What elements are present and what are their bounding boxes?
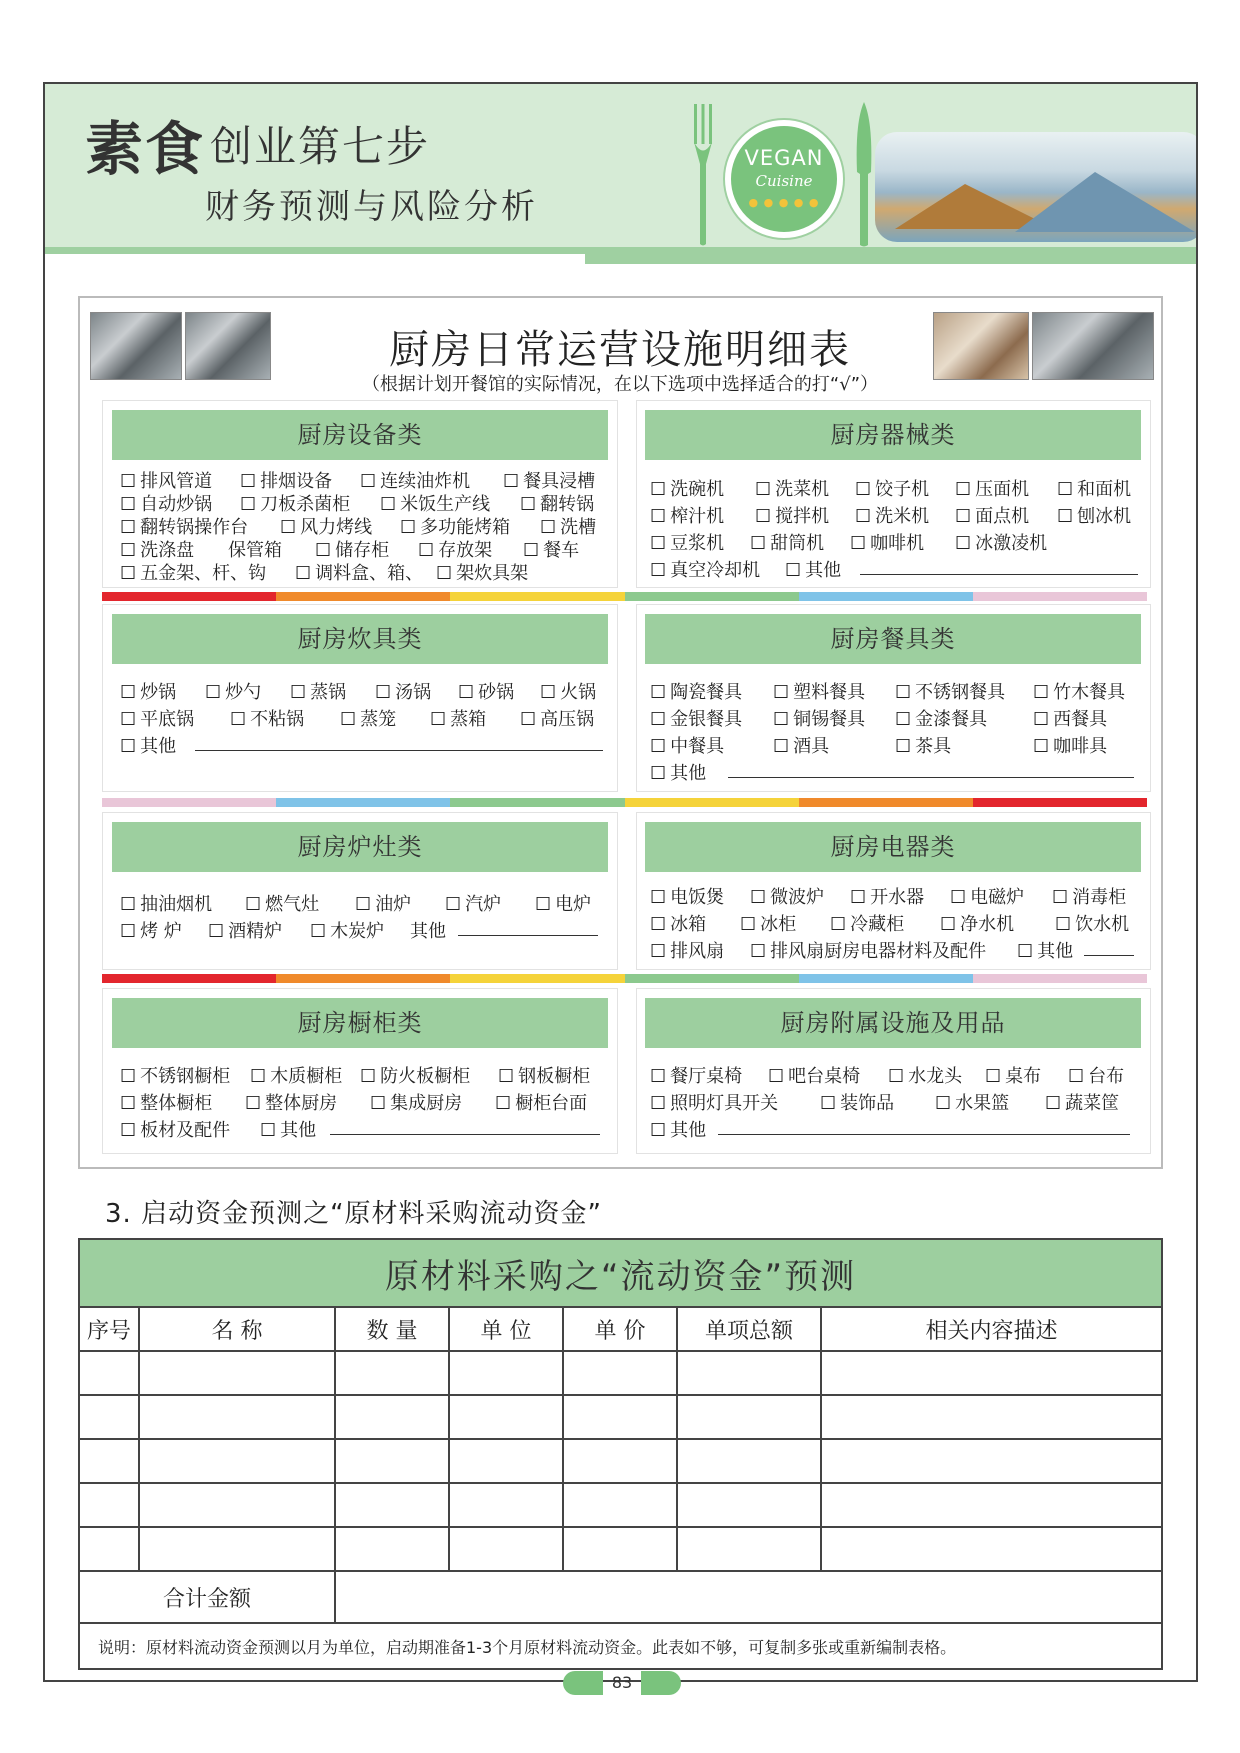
- option-dishwasher[interactable]: ☐ 洗碗机: [650, 475, 724, 501]
- option-flat-pan[interactable]: ☐ 平底锅: [120, 705, 194, 731]
- panel-kitchen-appliances-title: 厨房电器类: [645, 822, 1141, 872]
- panel-kitchen-cabinets-title: 厨房橱柜类: [112, 998, 608, 1048]
- table-row: [79, 1483, 1162, 1527]
- color-stripe-3: [102, 974, 1147, 983]
- table-cell[interactable]: [79, 1439, 139, 1483]
- table-cell[interactable]: [139, 1483, 335, 1527]
- header-cutout: [45, 254, 585, 264]
- option-wind-roaster[interactable]: ☐ 风力烤线: [280, 513, 372, 539]
- option-soup-pot[interactable]: ☐ 汤锅: [375, 678, 431, 704]
- col-header-no: 序号: [79, 1307, 139, 1351]
- option-ice-shaver[interactable]: ☐ 刨冰机: [1057, 502, 1131, 528]
- panel-kitchen-cookware-title: 厨房炊具类: [112, 614, 608, 664]
- option-tea-ware[interactable]: ☐ 茶具: [895, 732, 951, 758]
- table-row: [79, 1351, 1162, 1395]
- option-dining-tables[interactable]: ☐ 餐厅桌椅: [650, 1062, 742, 1088]
- table-cell[interactable]: [821, 1483, 1162, 1527]
- table-cell[interactable]: [449, 1439, 563, 1483]
- option-multi-oven[interactable]: ☐ 多功能烤箱: [400, 513, 510, 539]
- option-range-hood[interactable]: ☐ 抽油烟机: [120, 890, 212, 916]
- option-nonstick-pan[interactable]: ☐ 不粘锅: [230, 705, 304, 731]
- option-auto-wok[interactable]: ☐ 自动炒锅: [120, 490, 212, 516]
- option-storage-cabinet[interactable]: ☐ 储存柜: [315, 536, 389, 562]
- table-cell[interactable]: [449, 1483, 563, 1527]
- color-stripe-2: [102, 798, 1147, 807]
- table-cell[interactable]: [79, 1351, 139, 1395]
- table-cell[interactable]: [563, 1439, 677, 1483]
- option-copper-tin-ware[interactable]: ☐ 铜锡餐具: [773, 705, 865, 731]
- option-cookware-other[interactable]: ☐ 其他: [120, 732, 176, 758]
- option-steel-ware[interactable]: ☐ 不锈钢餐具: [895, 678, 1005, 704]
- header-title-rest: 创业第七步: [210, 122, 431, 171]
- table-row: [79, 1395, 1162, 1439]
- mountain-landscape-image: [875, 132, 1196, 242]
- option-fridge[interactable]: ☐ 冰箱: [650, 910, 706, 936]
- page-number: 83: [611, 1673, 633, 1692]
- table-cell[interactable]: [563, 1351, 677, 1395]
- option-boards-fittings[interactable]: ☐ 板材及配件: [120, 1116, 230, 1142]
- option-alcohol-stove[interactable]: ☐ 酒精炉: [208, 917, 282, 943]
- option-gas-stove[interactable]: ☐ 燃气灶: [245, 890, 319, 916]
- cabinets-other-blank[interactable]: [330, 1134, 600, 1135]
- kitchen-photo-4: [1032, 312, 1154, 380]
- option-smoke-exhaust[interactable]: ☐ 排烟设备: [240, 467, 332, 493]
- option-dumpling-machine[interactable]: ☐ 饺子机: [855, 475, 929, 501]
- table-cell[interactable]: [139, 1527, 335, 1571]
- fork-icon: [693, 104, 713, 246]
- option-wood-cabinet[interactable]: ☐ 木质橱柜: [250, 1062, 342, 1088]
- option-lacquer-ware[interactable]: ☐ 金漆餐具: [895, 705, 987, 731]
- table-cell[interactable]: [335, 1527, 449, 1571]
- table-cell[interactable]: [677, 1483, 821, 1527]
- option-continuous-fryer[interactable]: ☐ 连续油炸机: [360, 467, 470, 493]
- option-electric-stove[interactable]: ☐ 电炉: [535, 890, 591, 916]
- table-cell[interactable]: [335, 1351, 449, 1395]
- option-bamboo-ware[interactable]: ☐ 竹木餐具: [1033, 678, 1125, 704]
- option-countertop[interactable]: ☐ 橱柜台面: [495, 1089, 587, 1115]
- option-sterilizing-cabinet[interactable]: ☐ 消毒柜: [1052, 883, 1126, 909]
- panel-kitchen-equipment-title: 厨房设备类: [112, 410, 608, 460]
- option-wash-tray[interactable]: ☐ 洗涤盘: [120, 536, 194, 562]
- logo-cuisine-text: Cuisine: [755, 172, 813, 190]
- option-steamer-basket[interactable]: ☐ 蒸笼: [340, 705, 396, 731]
- option-charcoal-stove[interactable]: ☐ 木炭炉: [310, 917, 384, 943]
- option-rack[interactable]: ☐ 存放架: [418, 536, 492, 562]
- kitchen-photo-1: [90, 312, 182, 380]
- table-cell[interactable]: [449, 1395, 563, 1439]
- table-cell[interactable]: [563, 1395, 677, 1439]
- option-oil-stove[interactable]: ☐ 油炉: [355, 890, 411, 916]
- option-veg-basket[interactable]: ☐ 蔬菜筐: [1045, 1089, 1119, 1115]
- option-tilting-pan-bench[interactable]: ☐ 翻转锅操作台: [120, 513, 248, 539]
- table-cell[interactable]: [139, 1439, 335, 1483]
- table-cell[interactable]: [449, 1351, 563, 1395]
- option-steamer-pot[interactable]: ☐ 蒸锅: [290, 678, 346, 704]
- option-blender[interactable]: ☐ 搅拌机: [755, 502, 829, 528]
- stoves-other-blank[interactable]: [458, 935, 598, 936]
- option-tableware-other[interactable]: ☐ 其他: [650, 759, 706, 785]
- option-hardware-rack[interactable]: ☐ 五金架、杆、钩: [120, 559, 266, 585]
- tableware-other-blank[interactable]: [728, 777, 1134, 778]
- panel-kitchen-tableware-title: 厨房餐具类: [645, 614, 1141, 664]
- table-cell[interactable]: [79, 1483, 139, 1527]
- table-cell[interactable]: [821, 1527, 1162, 1571]
- table-cell[interactable]: [677, 1439, 821, 1483]
- option-juicer[interactable]: ☐ 榨汁机: [650, 502, 724, 528]
- option-stoves-other[interactable]: 其他: [410, 921, 446, 942]
- option-freezer[interactable]: ☐ 冰柜: [740, 910, 796, 936]
- color-stripe-1: [102, 592, 1147, 601]
- col-header-price: 单 价: [563, 1307, 677, 1351]
- option-soymilk-machine[interactable]: ☐ 豆浆机: [650, 529, 724, 555]
- option-dining-cart[interactable]: ☐ 餐车: [523, 536, 579, 562]
- table-row: [79, 1527, 1162, 1571]
- total-row: [79, 1571, 1162, 1623]
- table-cell[interactable]: [821, 1351, 1162, 1395]
- option-chiller-cabinet[interactable]: ☐ 冷藏柜: [830, 910, 904, 936]
- option-coffee-machine[interactable]: ☐ 咖啡机: [850, 529, 924, 555]
- option-ice-cream-machine[interactable]: ☐ 冰激凌机: [955, 529, 1047, 555]
- option-machinery-other[interactable]: ☐ 其他: [785, 556, 841, 582]
- option-western-ware[interactable]: ☐ 西餐具: [1033, 705, 1107, 731]
- working-capital-table-title: 原材料采购之“流动资金”预测: [79, 1239, 1162, 1307]
- table-cell[interactable]: [677, 1395, 821, 1439]
- col-header-unit: 单 位: [449, 1307, 563, 1351]
- header-subtitle: 财务预测与风险分析: [205, 187, 538, 227]
- vegan-cuisine-logo: [725, 120, 843, 238]
- option-modular-kitchen[interactable]: ☐ 集成厨房: [370, 1089, 462, 1115]
- option-gold-silver-ware[interactable]: ☐ 金银餐具: [650, 705, 742, 731]
- table-cell[interactable]: [139, 1351, 335, 1395]
- table-cell[interactable]: [335, 1395, 449, 1439]
- cookware-other-blank[interactable]: [195, 750, 603, 751]
- table-cell[interactable]: [335, 1483, 449, 1527]
- option-wok-ladle[interactable]: ☐ 炒勺: [205, 678, 261, 704]
- col-header-subtotal: 单项总额: [677, 1307, 821, 1351]
- option-vacuum-cooler[interactable]: ☐ 真空冷却机: [650, 556, 760, 582]
- working-capital-table: [78, 1238, 1163, 1670]
- option-steel-cabinet[interactable]: ☐ 不锈钢橱柜: [120, 1062, 230, 1088]
- option-dish-soak-tank[interactable]: ☐ 餐具浸槽: [503, 467, 595, 493]
- table-cell[interactable]: [677, 1527, 821, 1571]
- option-dough-mixer[interactable]: ☐ 和面机: [1057, 475, 1131, 501]
- col-header-name: 名 称: [139, 1307, 335, 1351]
- option-rice-cooker[interactable]: ☐ 电饭煲: [650, 883, 724, 909]
- option-wok[interactable]: ☐ 炒锅: [120, 678, 176, 704]
- panel-kitchen-stoves-title: 厨房炉灶类: [112, 822, 608, 872]
- knife-icon: [855, 102, 873, 248]
- option-veg-washer[interactable]: ☐ 洗菜机: [755, 475, 829, 501]
- option-storage-box[interactable]: 保管箱: [228, 540, 282, 561]
- table-cell[interactable]: [335, 1439, 449, 1483]
- option-steelplate-cabinet[interactable]: ☐ 钢板橱柜: [498, 1062, 590, 1088]
- col-header-qty: 数 量: [335, 1307, 449, 1351]
- table-note: 说明：原材料流动资金预测以月为单位，启动期准备1-3个月原材料流动资金。此表如不够，可复制多张或重新编制表格。: [79, 1623, 1162, 1669]
- option-integrated-cabinet[interactable]: ☐ 整体橱柜: [120, 1089, 212, 1115]
- option-spice-box[interactable]: ☐ 调料盒、箱、: [295, 559, 423, 585]
- table-cell[interactable]: [677, 1351, 821, 1395]
- total-label: 合计金额: [79, 1571, 335, 1623]
- section-3-heading: 3. 启动资金预测之“原材料采购流动资金”: [105, 1199, 603, 1229]
- facilities-table-title: 厨房日常运营设施明细表: [389, 327, 851, 373]
- option-facilities-other[interactable]: ☐ 其他: [650, 1116, 706, 1142]
- option-tilting-pan[interactable]: ☐ 翻转锅: [520, 490, 594, 516]
- option-pastry-machine[interactable]: ☐ 面点机: [955, 502, 1029, 528]
- page-number-tab: [563, 1671, 681, 1695]
- option-oven[interactable]: ☐ 烤 炉: [120, 917, 182, 943]
- option-coffee-ware[interactable]: ☐ 咖啡具: [1033, 732, 1107, 758]
- col-header-description: 相关内容描述: [821, 1307, 1162, 1351]
- option-hot-pot[interactable]: ☐ 火锅: [540, 678, 596, 704]
- option-cookware-rack[interactable]: ☐ 架炊具架: [436, 559, 528, 585]
- option-steam-stove[interactable]: ☐ 汽炉: [445, 890, 501, 916]
- option-water-dispenser[interactable]: ☐ 饮水机: [1055, 910, 1129, 936]
- table-row: [79, 1439, 1162, 1483]
- option-induction-cooker[interactable]: ☐ 电磁炉: [950, 883, 1024, 909]
- table-cell[interactable]: [821, 1395, 1162, 1439]
- option-bar-tables[interactable]: ☐ 吧台桌椅: [768, 1062, 860, 1088]
- option-knife-sterilizer[interactable]: ☐ 刀板杀菌柜: [240, 490, 350, 516]
- option-exhaust-duct[interactable]: ☐ 排风管道: [120, 467, 212, 493]
- table-cell[interactable]: [563, 1527, 677, 1571]
- option-integrated-kitchen[interactable]: ☐ 整体厨房: [245, 1089, 337, 1115]
- page-header: [45, 84, 1196, 264]
- table-header-row: [79, 1307, 1162, 1351]
- table-cell[interactable]: [79, 1395, 139, 1439]
- facilities-other-blank[interactable]: [718, 1134, 1130, 1135]
- panel-kitchen-facilities-title: 厨房附属设施及用品: [645, 998, 1141, 1048]
- table-cell[interactable]: [821, 1439, 1162, 1483]
- option-exhaust-fan[interactable]: ☐ 排风扇: [650, 937, 724, 963]
- total-amount-cell[interactable]: [335, 1571, 1162, 1623]
- option-pressure-cooker[interactable]: ☐ 高压锅: [520, 705, 594, 731]
- option-chinese-ware[interactable]: ☐ 中餐具: [650, 732, 724, 758]
- machinery-other-blank[interactable]: [860, 574, 1138, 575]
- option-steam-box[interactable]: ☐ 蒸箱: [430, 705, 486, 731]
- option-decorations[interactable]: ☐ 装饰品: [820, 1089, 894, 1115]
- option-cone-machine[interactable]: ☐ 甜筒机: [750, 529, 824, 555]
- option-plastic-ware[interactable]: ☐ 塑料餐具: [773, 678, 865, 704]
- option-appliances-other[interactable]: ☐ 其他: [1017, 937, 1073, 963]
- option-cabinets-other[interactable]: ☐ 其他: [260, 1116, 316, 1142]
- option-noodle-press[interactable]: ☐ 压面机: [955, 475, 1029, 501]
- panel-kitchen-machinery-title: 厨房器械类: [645, 410, 1141, 460]
- header-title-big: 素食: [85, 115, 206, 183]
- table-cell[interactable]: [139, 1395, 335, 1439]
- option-microwave[interactable]: ☐ 微波炉: [750, 883, 824, 909]
- option-fireproof-cabinet[interactable]: ☐ 防火板橱柜: [360, 1062, 470, 1088]
- option-lighting[interactable]: ☐ 照明灯具开关: [650, 1089, 778, 1115]
- table-cell[interactable]: [79, 1527, 139, 1571]
- option-rice-line[interactable]: ☐ 米饭生产线: [380, 490, 490, 516]
- option-wash-sink[interactable]: ☐ 洗槽: [540, 513, 596, 539]
- option-appliance-parts[interactable]: ☐ 排风扇厨房电器材料及配件: [750, 937, 986, 963]
- option-water-boiler[interactable]: ☐ 开水器: [850, 883, 924, 909]
- option-rice-washer[interactable]: ☐ 洗米机: [855, 502, 929, 528]
- option-clay-pot[interactable]: ☐ 砂锅: [458, 678, 514, 704]
- option-tablecloth[interactable]: ☐ 桌布: [985, 1062, 1041, 1088]
- facilities-table-note: （根据计划开餐馆的实际情况，在以下选项中选择适合的打“√”）: [361, 374, 879, 395]
- table-cell[interactable]: [449, 1527, 563, 1571]
- option-fruit-basket[interactable]: ☐ 水果篮: [935, 1089, 1009, 1115]
- table-cell[interactable]: [563, 1483, 677, 1527]
- option-faucet[interactable]: ☐ 水龙头: [888, 1062, 962, 1088]
- appliances-other-blank[interactable]: [1084, 955, 1134, 956]
- option-water-purifier[interactable]: ☐ 净水机: [940, 910, 1014, 936]
- logo-dots: ● ● ● ● ●: [748, 196, 820, 209]
- logo-vegan-text: VEGAN: [744, 146, 824, 170]
- option-table-cover[interactable]: ☐ 台布: [1068, 1062, 1124, 1088]
- option-wine-ware[interactable]: ☐ 酒具: [773, 732, 829, 758]
- option-ceramic-ware[interactable]: ☐ 陶瓷餐具: [650, 678, 742, 704]
